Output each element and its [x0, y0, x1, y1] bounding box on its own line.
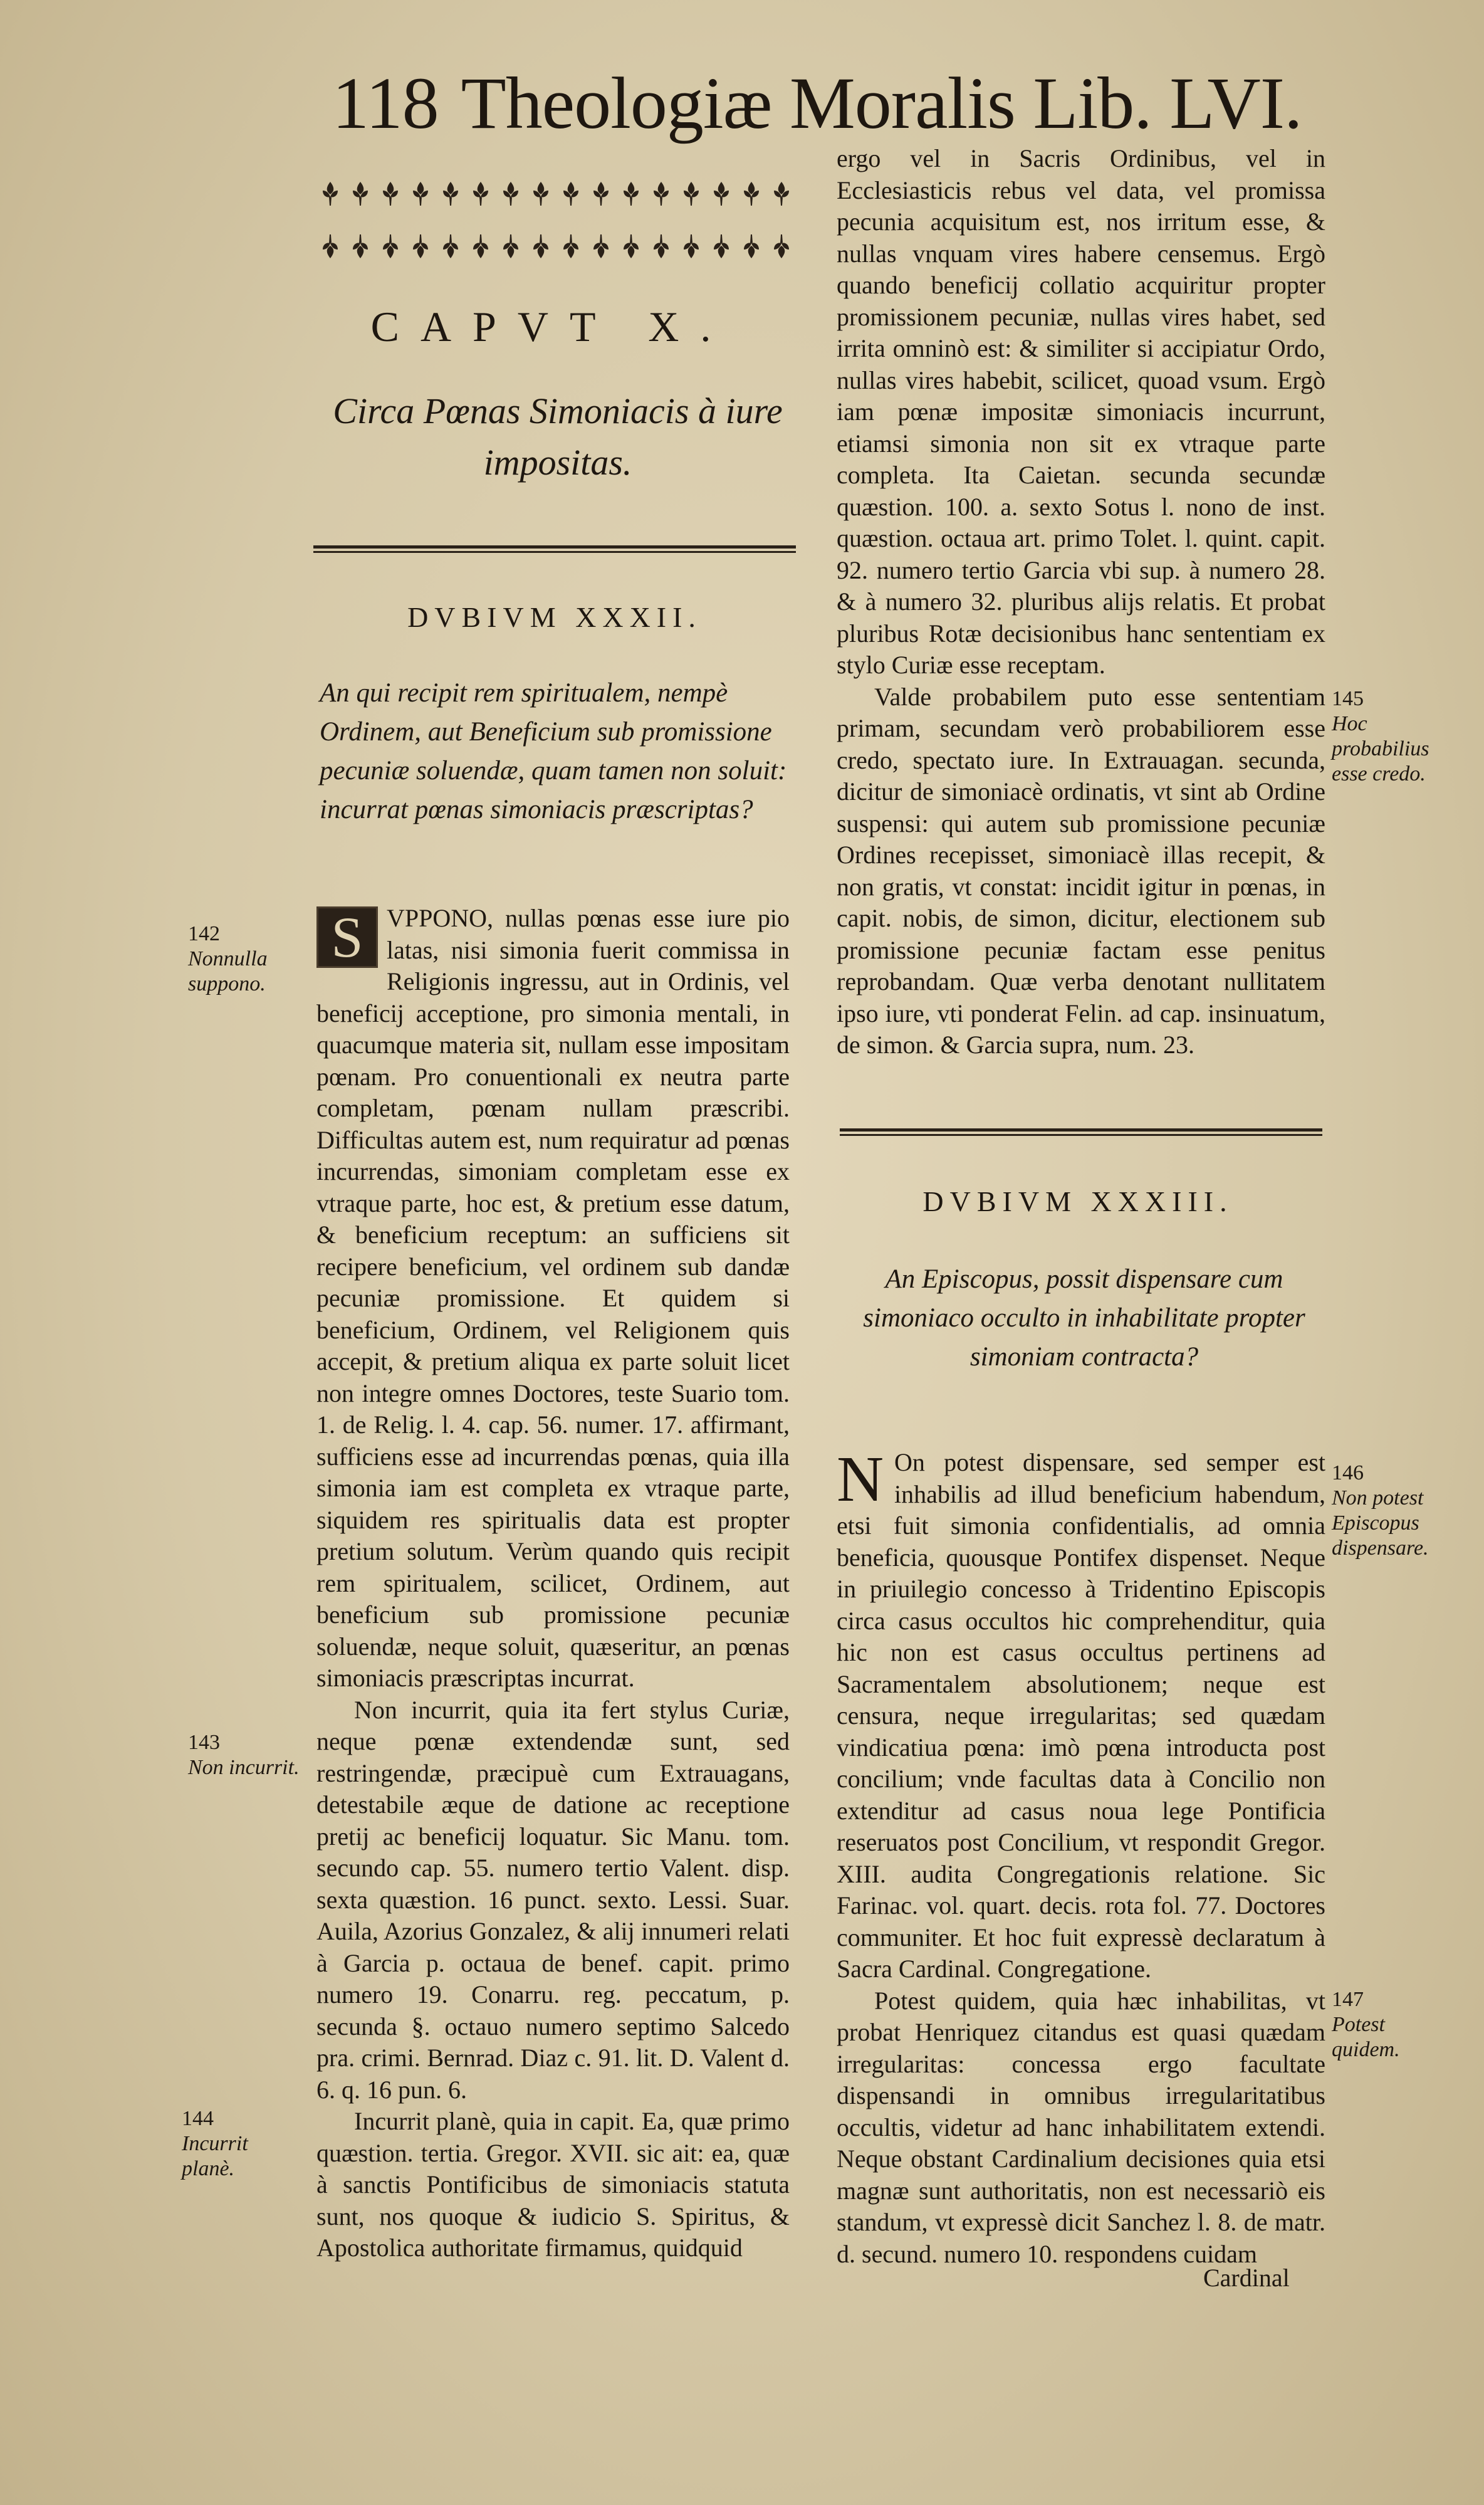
- margin-note-144: 144 Incurrit planè.: [182, 2107, 248, 2180]
- drop-cap-n: N: [837, 1443, 884, 1515]
- margin-note-142: 142 Nonnulla suppono.: [188, 922, 268, 995]
- drop-cap-s: S: [316, 906, 378, 968]
- margin-note-146: 146 Non potest Episcopus dispensare.: [1332, 1461, 1429, 1560]
- running-title: Theologiæ Moralis Lib. LVI.: [461, 62, 1302, 144]
- right-column-text-bottom: [837, 1443, 1325, 2270]
- ornament-row-top: [323, 182, 789, 206]
- dubium-heading-32: DVBIVM XXXII.: [407, 601, 702, 633]
- left-paragraph-1: S VPPONO, nullas pœnas esse iure pio latas, nisi simonia fuerit commissa in Religionis ingressu, aut in Ordinis, vel beneficij acceptione, pro simonia mentali, in quacumque materia sit, nullam esse impositam pœnam. Pro conuentionali ex neutra parte completam, pœnam nullam præscribi. Difficultas autem est, num requiratur ad pœnas incurrendas, simoniam completam esse ex vtraque parte, hoc est, & pretium esse datum, & beneficium receptum: an sufficiens sit recipere beneficium, vel ordinem sub dandæ pecuniæ promissione. Et quidem si beneficium, Ordinem, vel Religionem quis accepit, & pretium aliqua ex parte soluit licet non integre omnes Doctores, teste Suario tom. 1. de Relig. l. 4. cap. 56. numer. 17. affirmant, sufficiens esse ad incurrendas pœnas, quia illa simonia iam est completa ex vtraque parte, siquidem res spiritualis data est propter pretium solutum. Verùm quando quis recipit rem spiritualem, scilicet, Ordinem, aut beneficium sub promissione pecuniæ soluendæ, neque soluit, quæseritur, an pœnas simoniacis præscriptas incurrat.: [316, 904, 790, 1692]
- margin-note-147: 147 Potest quidem.: [1332, 1988, 1400, 2061]
- right-paragraph-2: Valde probabilem puto esse sententiam primam, secundam verò probabiliorem esse credo, spectato iure. In Extrauagan. secunda, dicitur de simoniacè ordinatis, vt sint ab Ordine suspensi: qui autem sub promissione pecuniæ Ordines recepisset, simoniacè illas recepit, & non gratis, vt constat: incidit igitur in pœnas, in capit. nobis, de simon, dicitur, electionem sub promissione pecuniæ factam esse penitus reprobandam. Quæ verba denotant nullitatem ipso iure, vti ponderat Felin. ad cap. insinuatum, de simon. & Garcia supra, num. 23.: [837, 682, 1325, 1059]
- chapter-label: CAPVT X.: [370, 303, 733, 350]
- right-paragraph-1: ergo vel in Sacris Ordinibus, vel in Ecclesiasticis rebus vel data, vel promissa pecunia acquisitum est, nos irritum esse, & nullas vnquam vires habere censemus. Ergò quando beneficij collatio acquiritur propter promissionem pecuniæ, nullas vires habet, sed irrita omninò est: & similiter si accipiatur Ordo, nullas vires habebit, scilicet, quoad vsum. Ergò iam pœnæ impositæ simoniacis incurrunt, etiamsi simonia non sit ex vtraque parte completa. Ita Caietan. secunda secundæ quæstion. 100. a. sexto Sotus l. nono de inst. quæstion. octaua art. primo Tolet. l. quint. capit. 92. numero tertio Garcia vbi sup. à numero 28. & à numero 32. pluribus alijs relatis. Et probat pluribus Rotæ decisionibus hanc sententiam ex stylo Curiæ esse receptam.: [837, 144, 1325, 679]
- divider-rule-right: [840, 1128, 1322, 1137]
- left-paragraph-3: Incurrit planè, quia in capit. Ea, quæ primo quæstion. tertia. Gregor. XVII. sic ait: ea, quæ à sanctis Pontificibus de simoniacis statuta sunt, nos quoque & iudicio S. Spiritus, & Apostolica authoritate firmamus, quidquid: [316, 2107, 790, 2262]
- page-number: 118: [332, 62, 439, 144]
- right-column-text-top: [837, 143, 1325, 1061]
- right-paragraph-3: N On potest dispensare, sed semper est inhabilis ad illud beneficium habendum, etsi fuit simonia confidentialis, ad omnia beneficia, quousque Pontifex dispenset. Neque in priuilegio concesso à Tridentino Episcopis circa casus occultos hic comprehenditur, quia hic non est casus occultus pertinens ad Sacramentalem absolutionem; neque est censura, neque irregularitas; sed quædam vindicatiua pœna: imò pœna introducta post concilium; vnde facultas data à Concilio non extenditur ad casus noua lege Pontificia reseruatos post Concilium, vt respondit Gregor. XIII. audita Congregationis relatione. Sic Farinac. vol. quart. decis. rota fol. 77. Doctores communiter. Et hoc fuit expressè declaratum à Sacra Cardinal. Congregatione.: [837, 1443, 1325, 1983]
- left-paragraph-2: Non incurrit, quia ita fert stylus Curiæ, neque pœnæ extendendæ sunt, sed restringendæ, præcipuè cum Extrauagans, detestabile æque de datione ac receptione pretij ac beneficij loquatur. Sic Manu. tom. secundo cap. 55. numero tertio Valent. disp. sexta quæstion. 16 punct. sexto. Lessi. Suar. Auila, Azorius Gonzalez, & alij innumeri relati à Garcia p. octaua de benef. capit. primo numero 19. Conarru. reg. peccatum, p. secunda §. octauo numero septimo Salcedo pra. crimi. Bernrad. Diaz c. 91. lit. D. Valent d. 6. q. 16 pun. 6.: [316, 1695, 790, 2104]
- left-column-text: [316, 903, 790, 2264]
- ornament-row-bottom: [323, 234, 789, 258]
- catchword: Cardinal: [1203, 2264, 1290, 2292]
- question-33: An Episcopus, possit dispensare cum simoniaco occulto in inhabilitate propter simoniam contracta?: [863, 1264, 1305, 1372]
- dubium-heading-33: DVBIVM XXXIII.: [922, 1185, 1233, 1217]
- question-32: An qui recipit rem spiritualem, nempè Ordinem, aut Beneficium sub promissione pecuniæ soluendæ, quam tamen non soluit: incurrat pœnas simoniacis præscriptas?: [320, 678, 787, 824]
- right-paragraph-4: Potest quidem, quia hæc inhabilitas, vt probat Henriquez citandus est quasi quædam irregularitas: concessa ergo facultate dispensandi in omnibus irregularitatibus occultis, videtur ad hanc inhabilitatem extendi. Neque obstant Cardinalium decisiones quia etsi magnæ sunt authoritatis, non est necessariò eis standum, vt expressè dicit Sanchez l. 8. de matr. d. secund. numero 10. respondens cuidam: [837, 1986, 1325, 2268]
- divider-rule-left: [313, 545, 796, 554]
- running-header: [332, 62, 1302, 144]
- ornament-band: [316, 176, 799, 263]
- margin-note-145: 145 Hoc probabilius esse credo.: [1332, 687, 1429, 785]
- margin-note-143: 143 Non incurrit.: [188, 1731, 300, 1779]
- chapter-subtitle: Circa Pœnas Simoniacis à iure impositas.: [333, 391, 783, 483]
